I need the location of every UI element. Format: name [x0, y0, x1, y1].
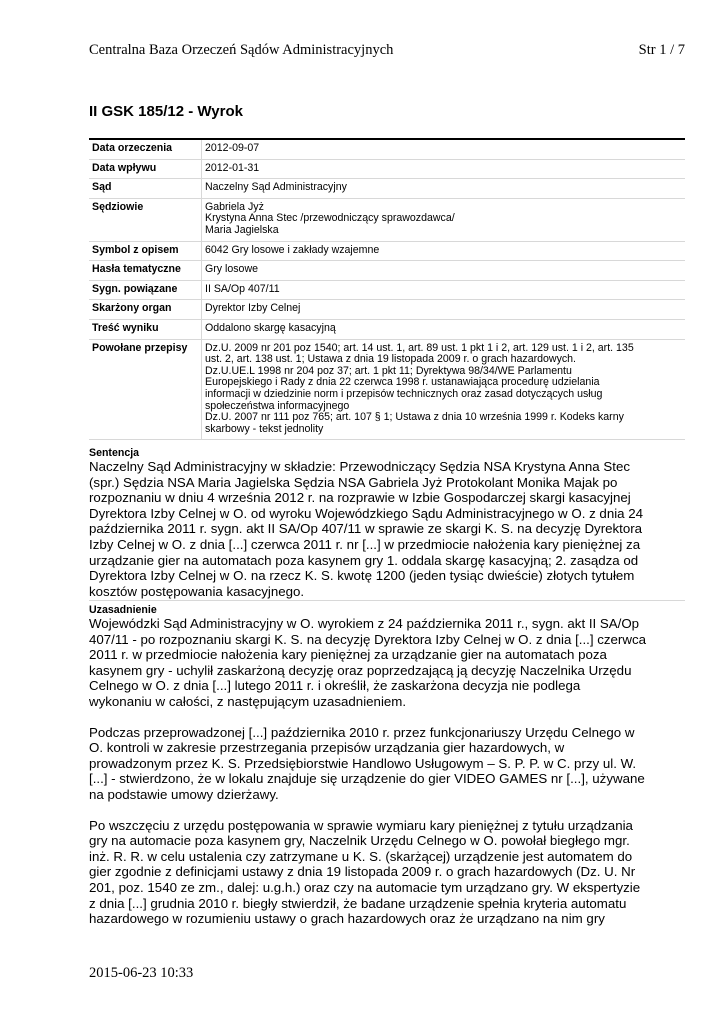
metadata-label: Data wpływu — [89, 159, 202, 179]
metadata-value-line: Gabriela Jyż — [205, 200, 264, 213]
uzasadnienie-label: Uzasadnienie — [89, 604, 157, 616]
uzasadnienie-line: wykonaniu w całości, z następującym uzasadnieniem. — [89, 693, 407, 709]
sentencja-label: Sentencja — [89, 447, 140, 459]
uzasadnienie-line: gry na automacie poza kasynem gry, Naczelnik Urzędu Celnego w O. powołał biegłego mgr. — [89, 833, 630, 849]
metadata-value-line: ust. 2, art. 138 ust. 1; Ustawa z dnia 19 listopada 2009 r. o grach hazardowych. — [205, 353, 576, 366]
page-header-title: Centralna Baza Orzeczeń Sądów Administracyjnych — [89, 42, 394, 58]
page-number: Str 1 / 7 — [638, 42, 685, 58]
metadata-value-line: społeczeństwa informacyjnego — [205, 399, 350, 412]
uzasadnienie-line: O. kontroli w zakresie przestrzegania przepisów urządzania gier hazardowych, w — [89, 740, 565, 756]
uzasadnienie-line: kasynem gry - uchylił zaskarżoną decyzję oraz poprzedzającą ją decyzję Naczelnika Urzędu — [89, 662, 632, 678]
sentencja-line: kosztów postępowania kasacyjnego. — [89, 583, 305, 599]
document-title: II GSK 185/12 - Wyrok — [89, 103, 243, 120]
metadata-value-line: 2012-09-07 — [205, 142, 260, 154]
metadata-row — [89, 300, 685, 320]
metadata-label: Sędziowie — [89, 198, 202, 241]
metadata-row — [89, 319, 685, 339]
metadata-label: Treść wyniku — [89, 319, 202, 339]
paragraph-gap — [89, 803, 685, 818]
metadata-row — [89, 241, 685, 261]
metadata-row — [89, 179, 685, 199]
metadata-value — [202, 198, 686, 241]
metadata-value — [202, 241, 686, 261]
metadata-value — [202, 179, 686, 199]
uzasadnienie-section — [89, 600, 685, 927]
uzasadnienie-paragraph — [89, 725, 685, 803]
sentencja-line: października 2011 r. sygn. akt II SA/Op 407/11 w sprawie ze skargi K. S. na decyzję Dyrektora — [89, 521, 643, 537]
sentencja-line: urządzanie gier na automatach poza kasynem gry 1. oddala skargę kasacyjną; 2. zasądza od — [89, 552, 639, 568]
uzasadnienie-line: 407/11 - po rozpoznaniu skargi K. S. na decyzję Dyrektora Izby Celnej w O. z dnia [...] czerwca — [89, 631, 647, 647]
metadata-value-line: Dz.U. 2007 nr 111 poz 765; art. 107 § 1; Ustawa z dnia 10 września 1999 r. Kodeks karny — [205, 411, 624, 424]
metadata-value-line: Gry losowe — [205, 263, 258, 276]
metadata-value-line: 2012-01-31 — [205, 161, 260, 174]
metadata-row — [89, 261, 685, 281]
metadata-row — [89, 339, 685, 440]
uzasadnienie-line: Po wszczęciu z urzędu postępowania w sprawie wymiaru kary pieniężnej z tytułu urządzania — [89, 817, 633, 833]
print-timestamp: 2015-06-23 10:33 — [89, 965, 194, 981]
uzasadnienie-line: prowadzonym przez K. S. Przedsiębiorstwie Handlowo Usługowym – S. P. P. w C. przy ul. W. — [89, 755, 637, 771]
metadata-value-line: Oddalono skargę kasacyjną — [205, 321, 336, 334]
sentencja-line: rozpoznaniu w dniu 4 września 2012 r. na rozprawie w Izbie Gospodarczej skargi kasacyjnej — [89, 490, 631, 506]
sentencja-line: Dyrektora Izby Celnej w O. na rzecz K. S. kwotę 1200 (jeden tysiąc dwieście) złotych tytułem — [89, 568, 635, 584]
metadata-label: Hasła tematyczne — [89, 261, 202, 281]
sentencja-line: Naczelny Sąd Administracyjny w składzie: Przewodniczący Sędzia NSA Krystyna Anna Stec — [89, 459, 630, 474]
metadata-value-line: skarbowy - tekst jednolity — [205, 422, 324, 435]
metadata-value — [202, 139, 686, 159]
metadata-label: Sygn. powiązane — [89, 280, 202, 300]
metadata-value-line: Maria Jagielska — [205, 223, 279, 236]
metadata-value — [202, 339, 686, 440]
metadata-label: Data orzeczenia — [89, 139, 202, 159]
sentencja-line: Izby Celnej w O. z dnia [...] czerwca 2011 r. nr [...] w przedmiocie nałożenia kary pieniężnej za — [89, 536, 641, 552]
metadata-row — [89, 159, 685, 179]
metadata-row — [89, 139, 685, 159]
uzasadnienie-line: [...] - stwierdzono, że w lokalu znajduje się urządzenie do gier VIDEO GAMES nr [...], używane — [89, 771, 645, 787]
metadata-value-line: informacji w dziedzinie norm i przepisów technicznych oraz zasad dotyczących usług — [205, 387, 603, 400]
metadata-value — [202, 319, 686, 339]
metadata-value — [202, 159, 686, 179]
metadata-value-line: Krystyna Anna Stec /przewodniczący sprawozdawca/ — [205, 212, 455, 225]
uzasadnienie-paragraph — [89, 616, 685, 710]
uzasadnienie-line: 2011 r. w przedmiocie nałożenia kary pieniężnej za urządzanie gier na automatach poza — [89, 647, 607, 663]
metadata-table — [89, 138, 685, 440]
metadata-value — [202, 300, 686, 320]
uzasadnienie-line: Wojewódzki Sąd Administracyjny w O. wyrokiem z 24 października 2011 r., sygn. akt II SA/Op — [89, 616, 640, 631]
sentencja-line: Dyrektora Izby Celnej w O. od wyroku Wojewódzkiego Sądu Administracyjnego w O. z dnia 24 — [89, 505, 644, 521]
metadata-value-line: 6042 Gry losowe i zakłady wzajemne — [205, 243, 380, 256]
paragraph-gap — [89, 710, 685, 725]
metadata-value-line: Europejskiego i Rady z dnia 22 czerwca 1998 r. ustanawiająca procedurę udzielania — [205, 376, 600, 389]
uzasadnienie-line: 201, poz. 1540 ze zm., dalej: u.g.h.) oraz czy na automacie tym urządzano gry. W ekspertyzie — [89, 879, 641, 895]
uzasadnienie-line: Celnego w O. z dnia [...] lutego 2011 r. i określił, że zaskarżona decyzja nie podlega — [89, 678, 581, 694]
uzasadnienie-line: z dnia [...] grudnia 2010 r. biegły stwierdził, że badane urządzenie spełnia kryteria automatu — [89, 895, 627, 911]
sentencja-section — [89, 447, 685, 599]
metadata-label: Symbol z opisem — [89, 241, 202, 261]
metadata-row — [89, 198, 685, 241]
metadata-label: Sąd — [89, 179, 202, 199]
metadata-row — [89, 280, 685, 300]
uzasadnienie-line: inż. R. R. w celu ustalenia czy zatrzymane u K. S. (skarżącej) urządzenie jest automatem do — [89, 848, 633, 864]
sentencja-text — [89, 459, 685, 599]
metadata-label: Powołane przepisy — [89, 339, 202, 440]
uzasadnienie-paragraph — [89, 818, 685, 927]
metadata-value-line: II SA/Op 407/11 — [205, 282, 280, 295]
uzasadnienie-text — [89, 616, 685, 927]
metadata-value — [202, 261, 686, 281]
metadata-value — [202, 280, 686, 300]
metadata-value-line: Naczelny Sąd Administracyjny — [205, 181, 347, 194]
metadata-value-line: Dz.U.UE.L 1998 nr 204 poz 37; art. 1 pkt 11; Dyrektywa 98/34/WE Parlamentu — [205, 364, 572, 377]
sentencja-line: (spr.) Sędzia NSA Maria Jagielska Sędzia NSA Gabriela Jyż Protokolant Monika Majak po — [89, 474, 618, 490]
metadata-label: Skarżony organ — [89, 300, 202, 320]
uzasadnienie-line: gier zgodnie z definicjami ustawy z dnia 19 listopada 2009 r. o grach hazardowych (Dz. U. Nr — [89, 864, 636, 880]
metadata-value-line: Dyrektor Izby Celnej — [205, 302, 301, 315]
uzasadnienie-line: na podstawie umowy dzierżawy. — [89, 786, 279, 802]
uzasadnienie-line: Podczas przeprowadzonej [...] października 2010 r. przez funkcjonariuszy Urzędu Celnego w — [89, 724, 635, 740]
metadata-value-line: Dz.U. 2009 nr 201 poz 1540; art. 14 ust. 1, art. 89 ust. 1 pkt 1 i 2, art. 129 ust. 1 i 2, art. 135 — [205, 341, 634, 354]
uzasadnienie-line: hazardowego w rozumieniu ustawy o grach hazardowych oraz że urządzano na nim gry — [89, 911, 605, 927]
